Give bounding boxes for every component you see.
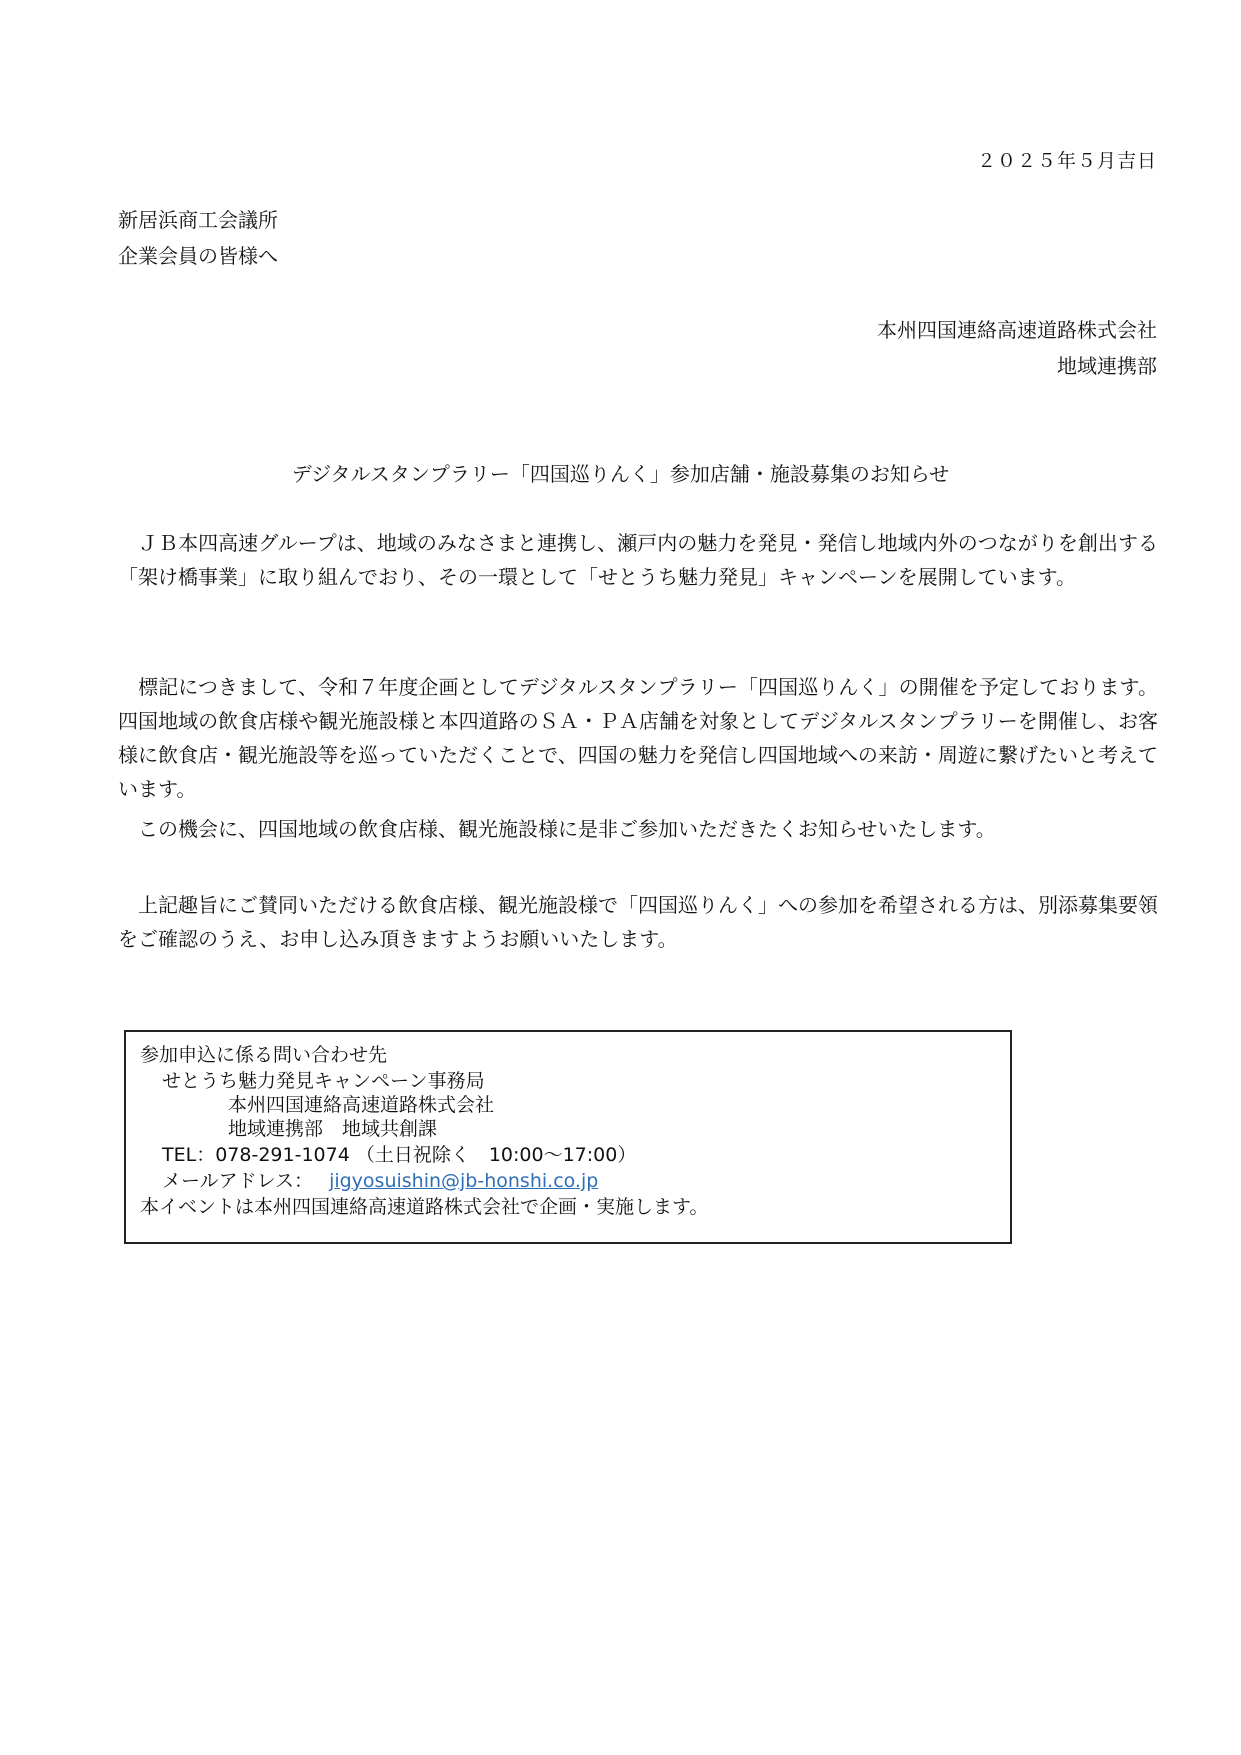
contact-note: 本イベントは本州四国連絡高速道路株式会社で企画・実施します。 xyxy=(140,1196,709,1218)
document-title: デジタルスタンプラリー「四国巡りんく」参加店舗・施設募集のお知らせ xyxy=(291,462,950,486)
sender-company: 本州四国連絡高速道路株式会社 xyxy=(877,318,1157,342)
contact-telephone: TEL：078-291-1074 （土日祝除く 10:00～17:00） xyxy=(162,1144,637,1166)
body-paragraph-4: 上記趣旨にご賛同いただける飲食店様、観光施設様で「四国巡りんく」への参加を希望される方は、別添募集要領をご確認のうえ、お申し込み頂きますようお願いいたします。 xyxy=(118,893,1158,951)
contact-heading: 参加申込に係る問い合わせ先 xyxy=(140,1044,388,1066)
contact-info-box xyxy=(124,1030,1012,1244)
contact-email-line xyxy=(162,1168,598,1194)
issue-date: ２０２５年５月吉日 xyxy=(976,150,1157,172)
body-paragraph-2: 標記につきまして、令和７年度企画としてデジタルスタンプラリー「四国巡りんく」の開催を予定しております。四国地域の飲食店様や観光施設様と本四道路のＳＡ・ＰＡ店舗を対象としてデジタルスタンプラリーを開催し、お客様に飲食店・観光施設等を巡っていただくことで、四国の魅力を発信し四国地域への来訪・周遊に繋げたいと考えています。 xyxy=(118,675,1158,801)
body-paragraph-1: ＪＢ本四高速グループは、地域のみなさまと連携し、瀬戸内の魅力を発見・発信し地域内外のつながりを創出する「架け橋事業」に取り組んでおり、その一環として「せとうち魅力発見」キャンペーンを展開しています。 xyxy=(118,531,1158,589)
sender-department: 地域連携部 xyxy=(1057,354,1157,378)
contact-office: せとうち魅力発見キャンペーン事務局 xyxy=(162,1070,485,1092)
recipient-audience: 企業会員の皆様へ xyxy=(118,244,278,268)
recipient-organization: 新居浜商工会議所 xyxy=(118,208,278,232)
contact-department: 地域連携部 地域共創課 xyxy=(228,1118,438,1140)
email-label: メールアドレス： xyxy=(162,1170,314,1192)
body-paragraph-3: この機会に、四国地域の飲食店様、観光施設様に是非ご参加いただきたくお知らせいたします。 xyxy=(118,817,996,841)
contact-company: 本州四国連絡高速道路株式会社 xyxy=(228,1094,495,1116)
email-link[interactable]: jigyosuishin@jb-honshi.co.jp xyxy=(329,1170,599,1192)
